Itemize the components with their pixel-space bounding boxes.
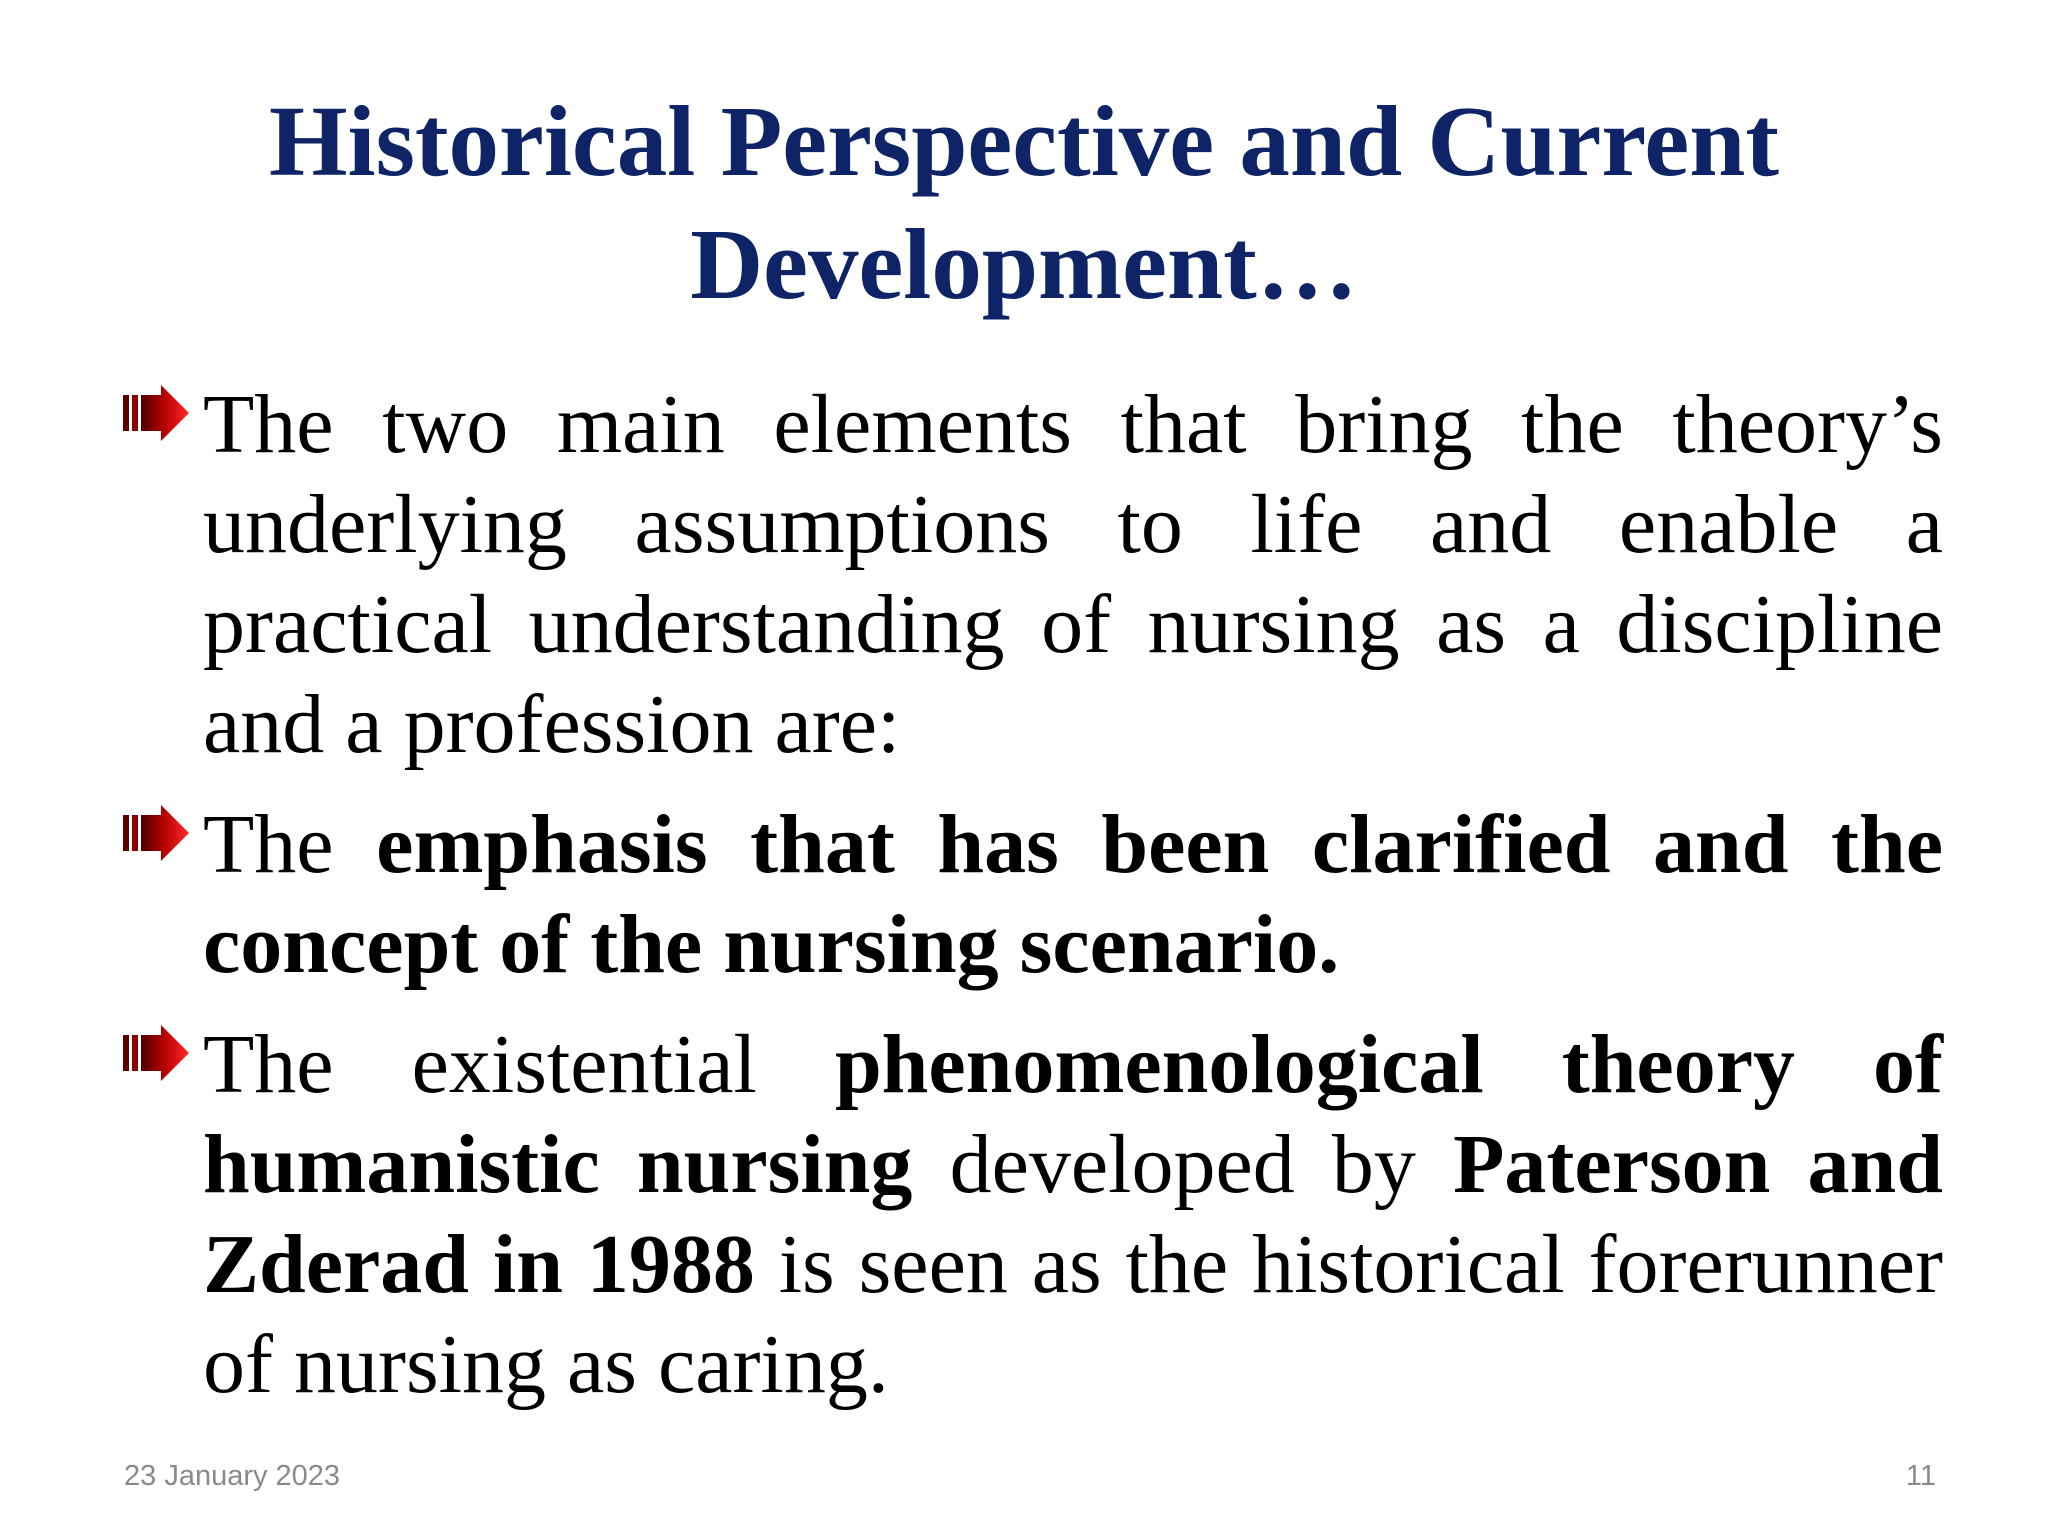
bullet-3-text-1: The existential: [203, 1018, 835, 1111]
footer-date: 23 January 2023: [124, 1460, 341, 1492]
title-line-2: Development…: [690, 208, 1358, 320]
bullet-2-text: The: [203, 798, 377, 891]
red-arrow-bullet-icon: [123, 385, 189, 441]
bullet-3-text-3: is seen as the historical forerunner of nursing as caring.: [203, 1218, 1943, 1411]
bullet-1-text: The two main elements that bring the theory’s underlying assumptions to life and enable a practical understanding of nursing as a discipline and a profession are:: [203, 378, 1943, 771]
red-arrow-bullet-icon: [123, 805, 189, 861]
bullet-3-bold-1: phenomenological theory of humanistic nursing: [203, 1018, 1944, 1211]
page-number: 11: [1905, 1460, 1936, 1492]
title-line-1: Historical Perspective and Current: [268, 85, 1780, 197]
bullet-item-1: [123, 375, 1943, 775]
bullet-3-bold-2: Paterson and Zderad in 1988: [203, 1118, 1943, 1311]
bullet-3-text-2: developed by: [912, 1118, 1454, 1211]
red-arrow-bullet-icon: [123, 1025, 189, 1081]
bullet-list: [123, 375, 1943, 1435]
slide-title: [120, 80, 1928, 326]
bullet-item-2: [123, 795, 1943, 995]
bullet-2-bold: emphasis that has been clarified and the concept of the nursing scenario.: [203, 798, 1944, 991]
bullet-item-3: [123, 1015, 1943, 1415]
